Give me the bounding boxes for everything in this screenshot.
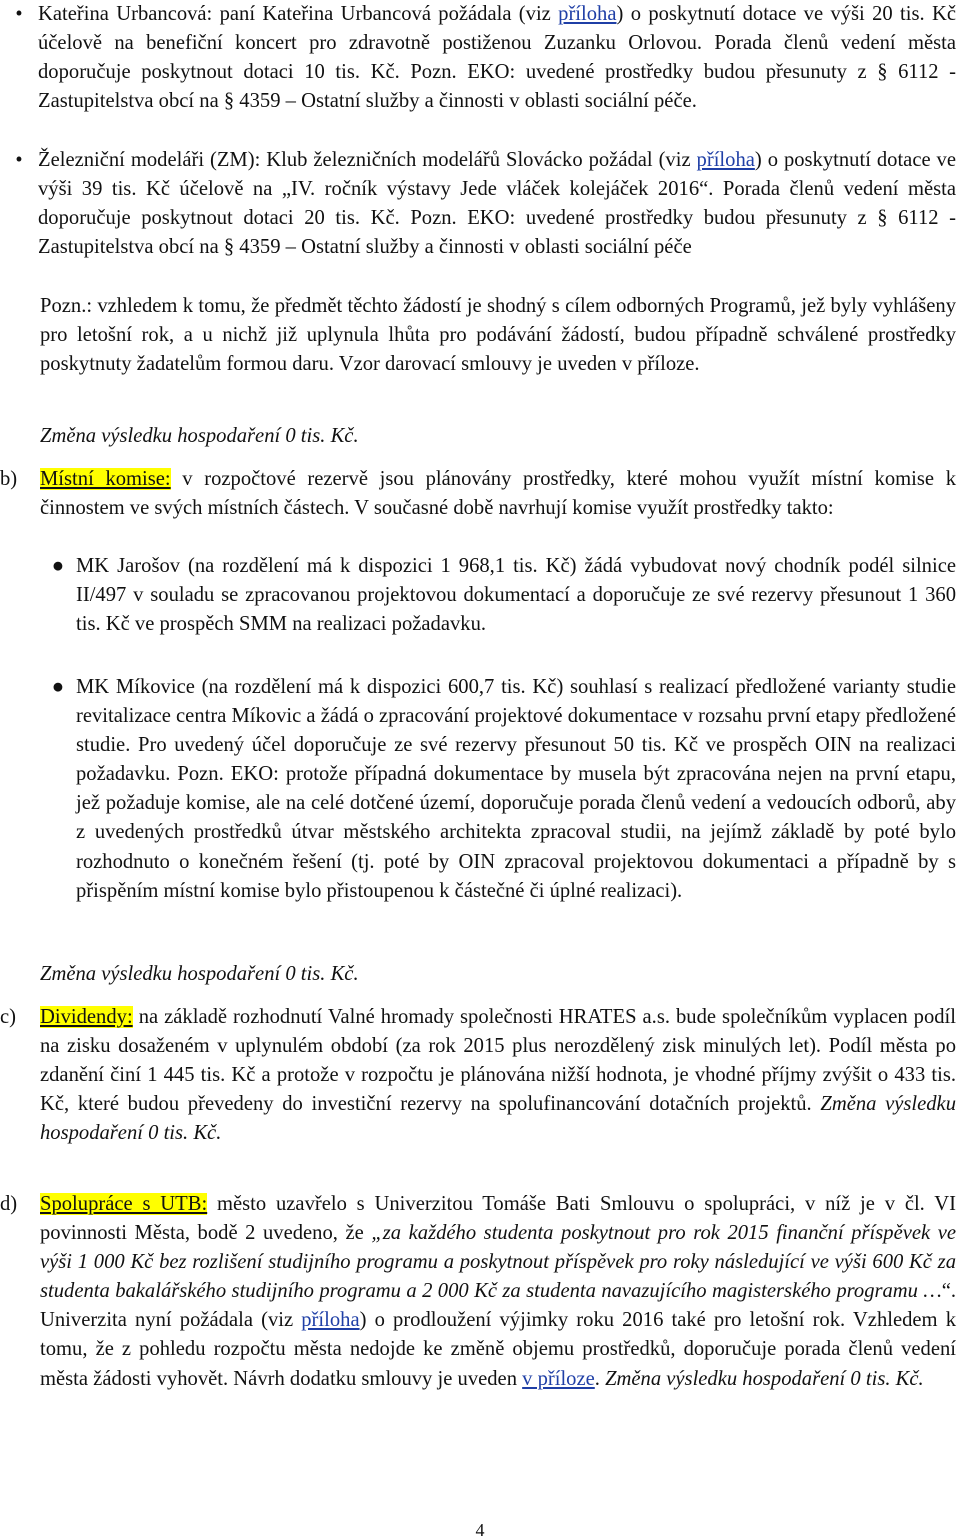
list-item [51, 673, 956, 906]
section-c-text: Dividendy: na základě rozhodnutí Valné hromady společnosti HRATES a.s. bude společníkům vyplacen podíl na zisku dosaženém v uplynulém období (za rok 2015 plus nerozdělený zisk minulých let). Podíl města po zdanění činí 1 445 tis. Kč a protože v rozpočtu je plánována nižší hodnota, je vhodné příjmy zvýšit o 433 tis. Kč, které budou převedeny do investiční rezervy na spolufinancování dotačních projektů. Změna výsledku hospodaření 0 tis. Kč. [40, 1006, 956, 1145]
section-letter: b) [0, 468, 18, 490]
list-item-text: MK Jarošov (na rozdělení má k dispozici 1 968,1 tis. Kč) žádá vybudovat nový chodník podél silnice II/497 v souladu se zpracovanou projektovou dokumentací a doporučuje ze své rezervy přesunout 1 360 tis. Kč ve prospěch SMM na realizaci požadavku. [76, 555, 956, 636]
section-letter: c) [0, 1006, 16, 1028]
attachment-link[interactable]: příloha [301, 1309, 360, 1332]
section-heading: Místní komise: [40, 468, 171, 490]
bullet-icon: • [15, 149, 23, 171]
attachment-link[interactable]: příloha [558, 3, 617, 25]
attachment-link[interactable]: příloha [696, 149, 755, 171]
result-change-note: Změna výsledku hospodaření 0 tis. Kč. [40, 963, 359, 985]
page-number: 4 [475, 1520, 485, 1540]
section-d-text: Spolupráce s UTB: město uzavřelo s Univerzitou Tomáše Bati Smlouvu o spolupráci, v níž je v čl. VI povinnosti Města, bodě 2 uvedeno, že „za každého studenta poskytnout pro rok 2015 finanční příspěvek ve výši 1 000 Kč bez rozlišení studijního programu a poskytnout příspěvek pro roky následující ve výši 600 Kč za studenta bakalářského studijního programu a 2 000 Kč za studenta navazujícího magisterského programu …“. Univerzita nyní požádala (viz příloha) o prodloužení výjimky roku 2016 také pro letošní rok. Vzhledem k tomu, že z pohledu rozpočtu města nedojde ke změně objemu prostředků, doporučuje porada členů vedení města žádosti vyhovět. Návrh dodatku smlouvy je uveden v příloze. Změna výsledku hospodaření 0 tis. Kč. [40, 1193, 956, 1390]
contract-quote: „za každého studenta poskytnout pro rok 2015 finanční příspěvek ve výši 1 000 Kč bez rozlišení studijního programu a poskytnout příspěvek pro roky následující ve výši 600 Kč za studenta bakalářského studijního programu a 2 000 Kč za studenta navazujícího magisterského programu … [40, 1222, 956, 1303]
section-letter: d) [0, 1193, 18, 1215]
attachment-link[interactable]: v příloze [522, 1367, 595, 1390]
list-item [15, 146, 956, 262]
list-item-text: Železniční modeláři (ZM): Klub železničních modelářů Slovácko požádal (viz příloha) o poskytnutí dotace ve výši 39 tis. Kč účelově na „IV. ročník výstavy Jede vláček kolejáček 2016“. Porada členů vedení města doporučuje poskytnout dotaci 20 tis. Kč. Pozn. EKO: uvedené prostředky budou přesunuty z § 6112 - Zastupitelstva obcí na § 4359 – Ostatní služby a činnosti v oblasti sociální péče [38, 149, 956, 259]
list-item-text: MK Míkovice (na rozdělení má k dispozici 600,7 tis. Kč) souhlasí s realizací předložené varianty studie revitalizace centra Míkovic a žádá o zpracování projektové dokumentace v rozsahu první etapy předložené studie. Pro uvedený účel doporučuje ze své rezervy přesunout 50 tis. Kč ve prospěch OIN na realizaci požadavku. Pozn. EKO: protože případná dokumentace by musela být zpracována nejen na první etapu, jež požaduje komise, ale na celé dotčené území, doporučuje porada členů vedení a vedoucích odborů, aby z uvedených prostředků útvar městského architekta zpracoval studii, na jejímž základě by poté bylo rozhodnuto o konečném řešení (tj. poté by OIN zpracoval projektovou dokumentaci a případně by s přispěním místní komise bylo přistoupenou k částečné či úplné realizaci). [76, 676, 956, 902]
section-heading: Spolupráce s UTB: [40, 1193, 208, 1215]
section-b-intro: Místní komise: v rozpočtové rezervě jsou plánovány prostředky, které mohou využít místní komise k činnostem ve svých místních částech. V současné době navrhují komise využít prostředky takto: [40, 468, 956, 520]
result-change-note: Změna výsledku hospodaření 0 tis. Kč. [40, 425, 359, 447]
list-item-text: Kateřina Urbancová: paní Kateřina Urbancová požádala (viz příloha) o poskytnutí dotace ve výši 20 tis. Kč účelově na benefiční koncert pro zdravotně postiženou Zuzanku Orlovou. Porada členů vedení města doporučuje poskytnout dotaci 10 tis. Kč. Pozn. EKO: uvedené prostředky budou přesunuty z § 6112 - Zastupitelstva obcí na § 4359 – Ostatní služby a činnosti v oblasti sociální péče. [38, 3, 956, 113]
bullet-icon: ● [51, 555, 65, 577]
note-paragraph: Pozn.: vzhledem k tomu, že předmět těchto žádostí je shodný s cílem odborných Programů, jež byly vyhlášeny pro letošní rok, a u nichž již uplynula lhůta pro podávání žádostí, budou případně schválené prostředky poskytnuty žadatelům formou daru. Vzor darovací smlouvy je uveden v příloze. [40, 295, 956, 376]
section-heading: Dividendy: [40, 1006, 133, 1028]
list-item [51, 552, 956, 639]
list-item [15, 0, 956, 116]
bullet-icon: • [15, 3, 23, 25]
bullet-icon: ● [51, 676, 65, 698]
